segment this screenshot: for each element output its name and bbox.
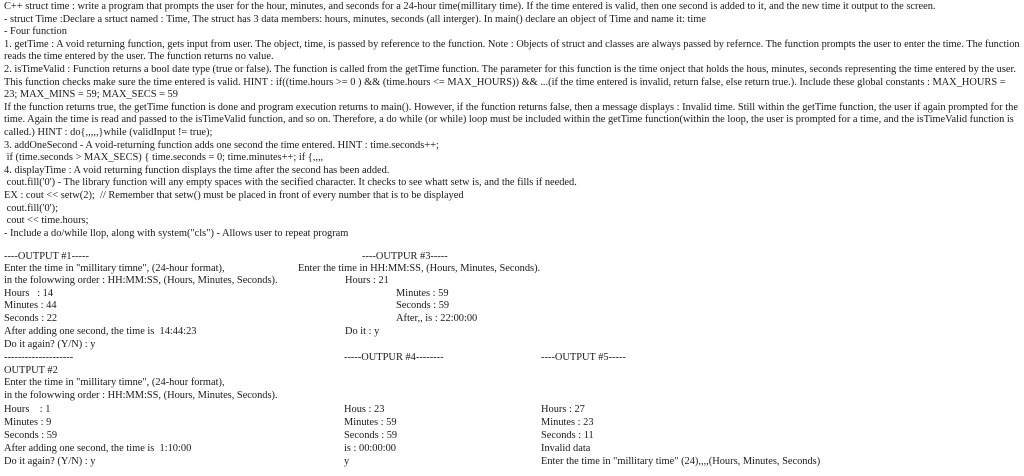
output2-again: Do it again? (Y/N) : y [4, 456, 96, 467]
output2-header: OUTPUT #2 [4, 365, 58, 376]
output4-again: y [344, 456, 350, 467]
output-separator: -------------------- [4, 352, 74, 363]
spec-addonesecond: 3. addOneSecond - A void-returning function adds one second the time entered. HINT : time.seconds++; [4, 139, 439, 151]
output1-minutes: Minutes : 44 [4, 300, 57, 311]
spec-struct: - struct Time :Declare a srtuct named : Time, The struct has 3 data members: hours, minutes, seconds (all interger). In main() declare an object of Time and name it: time [4, 13, 706, 25]
spec-cout-fill: cout.fill('0') - The library function will any empty spaces with the secified character. It checks to see whatt setw is, and the fills if needed. [4, 177, 577, 189]
output5-invalid: Invalid data [541, 443, 591, 454]
output1-again: Do it again? (Y/N) : y [4, 339, 96, 350]
output1-result: After adding one second, the time is 14:44:23 [4, 326, 197, 337]
output3-seconds: Seconds : 59 [396, 300, 450, 311]
output1-seconds: Seconds : 22 [4, 313, 58, 324]
output2-seconds: Seconds : 59 [4, 430, 58, 441]
output2-hours: Hours : 1 [4, 404, 51, 415]
spec-four-functions: - Four function [4, 26, 67, 38]
output3-header: ----OUTPUR #3----- [362, 251, 448, 262]
output4-result: is : 00:00:00 [344, 443, 396, 454]
output3-again: Do it : y [345, 326, 380, 337]
spec-displaytime: 4. displayTime : A void returning function displays the time after the second has been added. [4, 164, 390, 176]
spec-addonesecond-code: if (time.seconds > MAX_SECS) { time.seconds = 0; time.minutes++; if {,,,, [4, 152, 324, 164]
output1-header: ----OUTPUT #1----- [4, 251, 89, 262]
spec-istimevalid-loop: If the function returns true, the getTime function is done and program execution returns to main(). However, if the function returns false, then a message displays : Invalid time. Still within the getTime function, the user if again prompted for the time. Again the time is read and passed to the isTimeValid function, and so on. Therefore, a do while (or while) loop must be included within the getTime function(within the loop, the user is prompted for a time, and the isTimeValid function is called.) HINT : do{,,,,,}while (validInput != true); [4, 101, 1021, 138]
output5-seconds: Seconds : 11 [541, 430, 594, 441]
spec-setw-example: EX : cout << setw(2); // Remember that setw() must be placed in front of every number that is to be displayed [4, 189, 464, 201]
output4-minutes: Minutes : 59 [344, 417, 397, 428]
output4-hours: Hous : 23 [344, 404, 385, 415]
spec-code-fill: cout.fill('0'); [4, 202, 58, 214]
spec-code-hours: cout << time.hours; [4, 215, 89, 227]
spec-do-while: - Include a do/while llop, along with system("cls") - Allows user to repeat program [4, 227, 349, 239]
output3-prompt: Enter the time in HH:MM:SS, (Hours, Minutes, Seconds). [298, 263, 541, 274]
output1-prompt-line2: in the folowwing order : HH:MM:SS, (Hours, Minutes, Seconds). [4, 275, 278, 286]
output5-header: ----OUTPUT #5----- [541, 352, 626, 363]
output3-minutes: Minutes : 59 [396, 288, 449, 299]
output2-prompt-line2: in the folowwing order : HH:MM:SS, (Hours, Minutes, Seconds). [4, 390, 278, 401]
output1-prompt-line1: Enter the time in "millitary timne", (24-hour format), [4, 263, 225, 274]
output5-minutes: Minutes : 23 [541, 417, 594, 428]
output2-minutes: Minutes : 9 [4, 417, 52, 428]
output3-result: After,, is : 22:00:00 [396, 313, 478, 324]
spec-intro: C++ struct time : write a program that prompts the user for the hour, minutes, and seconds for a 24-hour time(millitary time). If the time entered is valid, then one second is added to it, and the new time it output to the screen. [4, 1, 936, 12]
output5-hours: Hours : 27 [541, 404, 585, 415]
output2-result: After adding one second, the time is 1:10:00 [4, 443, 192, 454]
spec-gettime: 1. getTime : A void returning function, gets input from user. The object, time, is passed by reference to the function. Note : Objects of struct and classes are always passed by refernce. The function prompts the user to enter the time. The function reads the time entered by the user. The function returns no value. [4, 38, 1023, 63]
output4-header: -----OUTPUR #4-------- [344, 352, 444, 363]
output2-prompt-line1: Enter the time in "millitary timne", (24-hour format), [4, 377, 225, 388]
output5-reprompt: Enter the time in "millitary time" (24),,,,(Hours, Minutes, Seconds) [541, 456, 821, 467]
assignment-spec [4, 1, 1023, 240]
spec-istimevalid: 2. isTimeValid : Function returns a bool date type (true or false). The function is called from the getTime function. The parameter for this function is the time onject that holds the hous, minutes, seconds representing the time entered by the user. This function checks make sure the time entered is valid. HINT : if((time.hours >= 0 ) && (time.hours <= MAX_HOURS)) && ...(if the time entered is invalid, return false, else return true.). Include these global constants : MAX_HOURS = 23; MAX_MINS = 59; MAX_SECS = 59 [4, 63, 1019, 101]
output1-hours: Hours : 14 [4, 288, 54, 299]
output4-seconds: Seconds : 59 [344, 430, 398, 441]
output3-hours: Hours : 21 [345, 275, 389, 286]
